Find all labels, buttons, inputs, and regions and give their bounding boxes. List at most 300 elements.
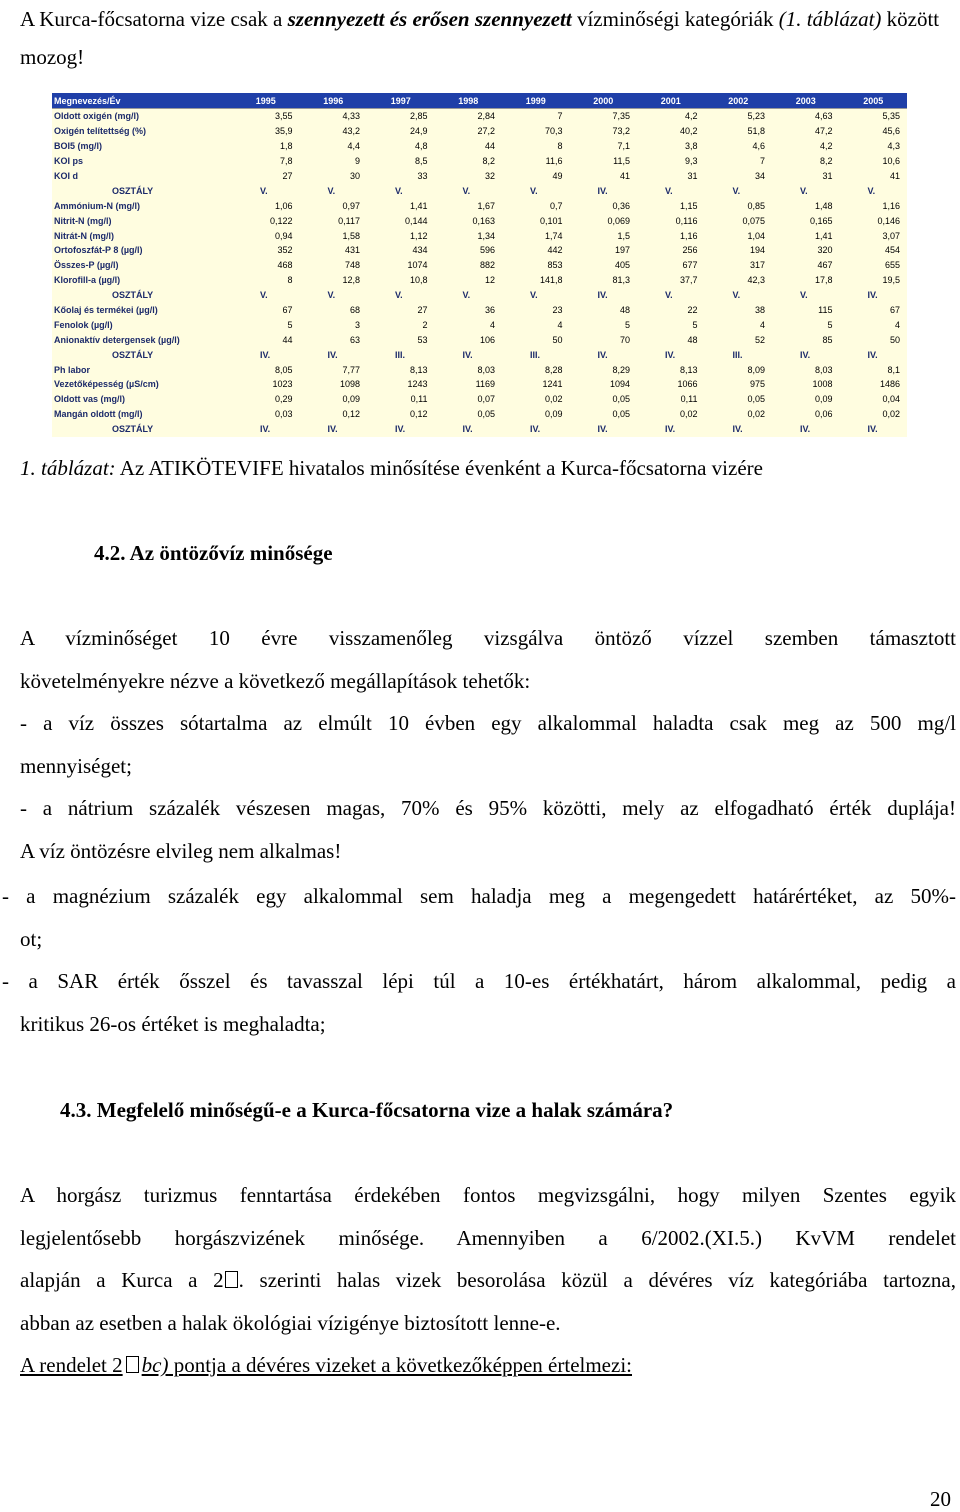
class-row bbox=[52, 183, 907, 198]
cell-value: 106 bbox=[479, 334, 495, 345]
paragraph-line: abban az esetben a halak ökológiai vízigénye biztosított lenne-e. bbox=[20, 1310, 561, 1335]
row-label: Mangán oldott (mg/l) bbox=[54, 409, 143, 420]
class-label: OSZTÁLY bbox=[112, 349, 154, 360]
cell-value: 1023 bbox=[272, 379, 293, 390]
cell-value: 0,122 bbox=[269, 215, 293, 226]
class-value: IV. bbox=[732, 424, 743, 435]
cell-value: 27 bbox=[282, 171, 293, 181]
cell-value: 7 bbox=[502, 109, 570, 124]
cell-value: 0,075 bbox=[742, 215, 765, 226]
cell-value: 194 bbox=[749, 245, 765, 256]
cell-value: 27 bbox=[417, 305, 428, 316]
table-row bbox=[52, 139, 907, 154]
cell-value: 52 bbox=[754, 334, 765, 345]
table-row bbox=[52, 154, 907, 169]
class-row bbox=[52, 422, 907, 437]
cell-value: 1169 bbox=[475, 379, 495, 390]
cell-value: 1074 bbox=[407, 260, 428, 271]
cell-value: 7,1 bbox=[617, 141, 630, 152]
class-value: IV. bbox=[395, 424, 406, 435]
class-value: V. bbox=[800, 185, 808, 196]
cell-value: 12 bbox=[484, 275, 495, 286]
cell-value: 352 bbox=[277, 245, 293, 256]
cell-value: 63 bbox=[349, 334, 360, 345]
class-value: V. bbox=[327, 290, 336, 301]
cell-value: 1241 bbox=[542, 379, 563, 390]
cell-value: 0,36 bbox=[612, 200, 630, 211]
row-label: Oxigén telítettség (%) bbox=[54, 126, 147, 137]
class-row bbox=[52, 347, 907, 362]
class-value: IV. bbox=[530, 424, 541, 435]
table-row bbox=[52, 362, 907, 377]
cell-value: 70 bbox=[619, 334, 630, 345]
cell-value: 0,02 bbox=[882, 409, 900, 420]
year-header: 1996 bbox=[300, 93, 368, 109]
cell-value: 4 bbox=[759, 319, 765, 330]
cell-value: 1098 bbox=[339, 379, 360, 390]
cell-value: 50 bbox=[552, 334, 563, 345]
cell-value: 17,8 bbox=[814, 275, 833, 286]
header-label: Megnevezés/Év bbox=[52, 93, 232, 109]
year-header: 1999 bbox=[502, 93, 570, 109]
cell-value: 0,05 bbox=[612, 394, 630, 405]
water-quality-table bbox=[52, 93, 907, 437]
cell-value: 1,15 bbox=[679, 200, 698, 211]
cell-value: 4,4 bbox=[347, 141, 360, 152]
cell-value: 405 bbox=[614, 260, 630, 271]
cell-value: 4,2 bbox=[819, 141, 833, 152]
cell-value: 19,5 bbox=[882, 275, 900, 286]
class-value: V. bbox=[530, 290, 538, 301]
paragraph-line: kritikus 26-os értéket is meghaladta; bbox=[20, 1011, 326, 1036]
cell-value: 11,6 bbox=[545, 156, 563, 167]
cell-value: 596 bbox=[479, 245, 495, 256]
class-label: OSZTÁLY bbox=[112, 424, 154, 435]
paragraph-line: mennyiséget; bbox=[20, 753, 132, 778]
cell-value: 53 bbox=[417, 334, 428, 345]
class-value: V. bbox=[395, 290, 403, 301]
cell-value: 0,07 bbox=[477, 394, 495, 405]
cell-value: 10,6 bbox=[882, 156, 900, 167]
cell-value: 4 bbox=[557, 319, 563, 330]
cell-value: 48 bbox=[687, 334, 698, 345]
cell-value: 1066 bbox=[677, 379, 698, 390]
cell-value: 85 bbox=[822, 334, 833, 345]
class-value: IV. bbox=[665, 424, 676, 435]
cell-value: 320 bbox=[817, 245, 833, 256]
cell-value: 5 bbox=[287, 319, 293, 330]
class-value: IV. bbox=[462, 349, 473, 360]
cell-value: 468 bbox=[277, 260, 293, 271]
year-header: 2003 bbox=[772, 93, 840, 109]
class-value: III. bbox=[732, 349, 743, 360]
cell-value: 8,2 bbox=[819, 156, 833, 167]
cell-value: 38 bbox=[754, 305, 765, 316]
table-row bbox=[52, 332, 907, 347]
table-row bbox=[52, 124, 907, 139]
cell-value: 4,3 bbox=[887, 141, 900, 152]
intro-paragraph bbox=[20, 0, 940, 76]
cell-value: 41 bbox=[619, 171, 630, 181]
class-value: IV. bbox=[597, 290, 608, 301]
cell-value: 9 bbox=[354, 156, 360, 167]
cell-value: 4,2 bbox=[637, 109, 705, 124]
table-row bbox=[52, 258, 907, 273]
cell-value: 1,41 bbox=[409, 200, 428, 211]
class-value: IV. bbox=[800, 424, 811, 435]
cell-value: 1,16 bbox=[679, 230, 698, 241]
cell-value: 0,94 bbox=[274, 230, 293, 241]
cell-value: 1,74 bbox=[544, 230, 563, 241]
cell-value: 1,34 bbox=[477, 230, 495, 241]
cell-value: 1,8 bbox=[279, 141, 293, 152]
table-caption bbox=[20, 452, 960, 484]
class-value: IV. bbox=[665, 349, 676, 360]
cell-value: 0,11 bbox=[680, 394, 698, 405]
class-value: IV. bbox=[867, 424, 878, 435]
table-row bbox=[52, 109, 907, 124]
cell-value: 9,3 bbox=[684, 156, 698, 167]
cell-value: 45,6 bbox=[882, 126, 900, 137]
cell-value: 0,09 bbox=[544, 409, 563, 420]
cell-value: 467 bbox=[817, 260, 833, 271]
cell-value: 8,29 bbox=[612, 364, 630, 375]
cell-value: 32 bbox=[484, 171, 495, 181]
class-value: IV. bbox=[260, 349, 271, 360]
row-label: Klorofill-a (µg/l) bbox=[54, 275, 121, 286]
cell-value: 47,2 bbox=[814, 126, 833, 137]
cell-value: 23 bbox=[552, 305, 563, 316]
year-header: 1998 bbox=[435, 93, 503, 109]
cell-value: 115 bbox=[818, 305, 833, 316]
cell-value: 0,06 bbox=[814, 409, 833, 420]
row-label: Oldott oxigén (mg/l) bbox=[52, 109, 232, 124]
cell-value: 4,8 bbox=[414, 141, 428, 152]
class-value: V. bbox=[260, 185, 268, 196]
table-row bbox=[52, 303, 907, 318]
cell-value: 8,28 bbox=[544, 364, 563, 375]
class-value: V. bbox=[462, 185, 471, 196]
cell-value: 8 bbox=[557, 141, 563, 152]
table-row bbox=[52, 392, 907, 407]
class-value: V. bbox=[462, 290, 471, 301]
cell-value: 0,05 bbox=[477, 409, 495, 420]
cell-value: 0,85 bbox=[747, 200, 765, 211]
underlined-reference: A rendelet 2 bc) pontja a dévéres vizeket a következőképpen értelmezi: bbox=[20, 1353, 632, 1377]
table-header-row bbox=[52, 93, 907, 109]
cell-value: 442 bbox=[547, 245, 563, 256]
cell-value: 70,3 bbox=[544, 126, 563, 137]
year-header: 2000 bbox=[570, 93, 638, 109]
paragraph-line: legjelentősebb horgászvizének minősége. Amennyiben a 6/2002.(XI.5.) KvVM rendelet bbox=[20, 1225, 956, 1250]
cell-value: 5 bbox=[624, 319, 630, 330]
cell-value: 22 bbox=[687, 305, 698, 316]
intro-text-a: A Kurca-főcsatorna vize csak a bbox=[20, 7, 288, 31]
class-value: V. bbox=[260, 290, 268, 301]
cell-value: 0,069 bbox=[607, 215, 630, 226]
class-value: V. bbox=[867, 185, 876, 196]
cell-value: 37,7 bbox=[679, 275, 698, 286]
cell-value: 8,2 bbox=[482, 156, 495, 167]
cell-value: 0,04 bbox=[882, 394, 900, 405]
cell-value: 44 bbox=[282, 334, 293, 345]
cell-value: 67 bbox=[889, 305, 900, 316]
cell-value: 748 bbox=[344, 260, 360, 271]
row-label: BOI5 (mg/l) bbox=[54, 141, 103, 152]
cell-value: 8,05 bbox=[274, 364, 293, 375]
table-row bbox=[52, 377, 907, 392]
cell-value: 2,84 bbox=[435, 109, 503, 124]
cell-value: 0,29 bbox=[274, 394, 293, 405]
cell-value: 256 bbox=[682, 245, 698, 256]
cell-value: 8,5 bbox=[414, 156, 428, 167]
cell-value: 40,2 bbox=[679, 126, 698, 137]
cell-value: 0,05 bbox=[612, 409, 630, 420]
cell-value: 0,11 bbox=[410, 394, 428, 405]
row-label: Összes-P (µg/l) bbox=[54, 260, 119, 271]
paragraph-line: - a nátrium százalék vészesen magas, 70% és 95% közötti, mely az elfogadható érték duplája! bbox=[20, 796, 956, 820]
year-header: 2005 bbox=[840, 93, 908, 109]
cell-value: 43,2 bbox=[342, 126, 360, 137]
cell-value: 73,2 bbox=[612, 126, 630, 137]
class-value: IV. bbox=[327, 349, 338, 360]
cell-value: 4,33 bbox=[300, 109, 368, 124]
class-value: V. bbox=[530, 185, 538, 196]
cell-value: 853 bbox=[547, 260, 563, 271]
table-row bbox=[52, 243, 907, 258]
class-value: V. bbox=[395, 185, 403, 196]
cell-value: 1,58 bbox=[342, 230, 360, 241]
cell-value: 2 bbox=[422, 319, 428, 330]
cell-value: 0,05 bbox=[747, 394, 765, 405]
cell-value: 0,117 bbox=[338, 215, 360, 226]
table-body bbox=[52, 109, 907, 437]
cell-value: 0,02 bbox=[747, 409, 765, 420]
table-row bbox=[52, 317, 907, 332]
row-label: KOI d bbox=[54, 171, 78, 181]
section-4-3-body bbox=[20, 1174, 956, 1387]
cell-value: 0,163 bbox=[472, 215, 495, 226]
cell-value: 1,67 bbox=[477, 200, 495, 211]
cell-value: 454 bbox=[884, 245, 900, 256]
class-value: V. bbox=[800, 290, 808, 301]
row-label: Ph labor bbox=[54, 364, 91, 375]
row-label: Nitrit-N (mg/l) bbox=[54, 215, 112, 226]
cell-value: 3 bbox=[354, 319, 360, 330]
cell-value: 27,2 bbox=[477, 126, 495, 137]
cell-value: 49 bbox=[552, 171, 563, 181]
cell-value: 30 bbox=[349, 171, 360, 181]
cell-value: 12,8 bbox=[342, 275, 360, 286]
cell-value: 1486 bbox=[879, 379, 900, 390]
row-label: Fenolok (µg/l) bbox=[54, 319, 113, 330]
cell-value: 3,8 bbox=[684, 141, 698, 152]
paragraph-line: alapján a Kurca a 2 . szerinti halas vizek besorolása közül a dévéres víz kategóriába tartozna, bbox=[20, 1268, 956, 1292]
cell-value: 8,13 bbox=[409, 364, 428, 375]
table-row bbox=[52, 407, 907, 422]
cell-value: 1008 bbox=[812, 379, 833, 390]
cell-value: 2,85 bbox=[367, 109, 435, 124]
class-value: IV. bbox=[867, 349, 878, 360]
row-label: Oldott vas (mg/l) bbox=[54, 394, 126, 405]
cell-value: 1,04 bbox=[747, 230, 765, 241]
cell-value: 48 bbox=[619, 305, 630, 316]
class-value: V. bbox=[732, 290, 741, 301]
class-value: IV. bbox=[597, 349, 608, 360]
row-label: Ammónium-N (mg/l) bbox=[54, 200, 140, 211]
cell-value: 0,02 bbox=[679, 409, 698, 420]
section-heading-4-2: 4.2. Az öntözővíz minősége bbox=[94, 541, 333, 565]
cell-value: 34 bbox=[754, 171, 765, 181]
year-header: 1997 bbox=[367, 93, 435, 109]
cell-value: 317 bbox=[749, 260, 765, 271]
class-row bbox=[52, 288, 907, 303]
class-value: V. bbox=[665, 290, 673, 301]
caption-number: 1. táblázat: bbox=[20, 456, 116, 480]
year-header: 2002 bbox=[705, 93, 773, 109]
cell-value: 0,144 bbox=[404, 215, 428, 226]
cell-value: 5 bbox=[827, 319, 833, 330]
cell-value: 677 bbox=[682, 260, 698, 271]
cell-value: 0,09 bbox=[814, 394, 833, 405]
cell-value: 0,101 bbox=[539, 215, 563, 226]
cell-value: 882 bbox=[479, 260, 495, 271]
row-label: Vezetőképesség (µS/cm) bbox=[54, 379, 159, 390]
paragraph-line: A horgász turizmus fenntartása érdekében fontos megvizsgálni, hogy milyen Szentes egyik bbox=[20, 1183, 956, 1207]
cell-value: 1,5 bbox=[617, 230, 630, 241]
cell-value: 36 bbox=[484, 305, 495, 316]
cell-value: 35,9 bbox=[274, 126, 293, 137]
cell-value: 4 bbox=[894, 319, 900, 330]
class-value: IV. bbox=[260, 424, 271, 435]
row-label: Kőolaj és termékei (µg/l) bbox=[54, 305, 158, 316]
paragraph-line: - a magnézium százalék egy alkalommal sem haladja meg a megengedett határértéket, az 50%- bbox=[2, 884, 956, 908]
cell-value: 3,55 bbox=[232, 109, 300, 124]
cell-value: 11,5 bbox=[613, 156, 630, 167]
table-row bbox=[52, 273, 907, 288]
cell-value: 1,41 bbox=[814, 230, 833, 241]
cell-value: 8,03 bbox=[814, 364, 833, 375]
cell-value: 8,09 bbox=[747, 364, 765, 375]
year-header: 2001 bbox=[637, 93, 705, 109]
row-label: Ortofoszfát-P 8 (µg/l) bbox=[54, 245, 143, 256]
cell-value: 31 bbox=[822, 171, 833, 181]
cell-value: 51,8 bbox=[747, 126, 765, 137]
cell-value: 141,8 bbox=[539, 275, 563, 286]
cell-value: 5,23 bbox=[705, 109, 773, 124]
cell-value: 434 bbox=[412, 245, 428, 256]
paragraph-line: A vízminőséget 10 évre visszamenőleg vizsgálva öntöző vízzel szemben támasztott bbox=[20, 626, 956, 650]
cell-value: 0,02 bbox=[544, 394, 563, 405]
paragraph-line: A víz öntözésre elvileg nem alkalmas! bbox=[20, 838, 342, 863]
cell-value: 8,13 bbox=[679, 364, 698, 375]
cell-value: 0,03 bbox=[274, 409, 293, 420]
cell-value: 10,8 bbox=[409, 275, 428, 286]
year-header: 1995 bbox=[232, 93, 300, 109]
cell-value: 0,146 bbox=[877, 215, 900, 226]
cell-value: 42,3 bbox=[747, 275, 765, 286]
cell-value: 4,63 bbox=[772, 109, 840, 124]
row-label: Nitrát-N (mg/l) bbox=[54, 230, 114, 241]
cell-value: 4,6 bbox=[752, 141, 765, 152]
cell-value: 1,12 bbox=[409, 230, 428, 241]
cell-value: 24,9 bbox=[409, 126, 428, 137]
cell-value: 431 bbox=[344, 245, 360, 256]
cell-value: 8 bbox=[287, 275, 293, 286]
cell-value: 1243 bbox=[407, 379, 428, 390]
cell-value: 7,35 bbox=[570, 109, 638, 124]
cell-value: 0,12 bbox=[342, 409, 360, 420]
cell-value: 3,07 bbox=[882, 230, 900, 241]
cell-value: 33 bbox=[417, 171, 428, 181]
intro-emphasis: szennyezett és erősen szennyezett bbox=[287, 7, 572, 31]
cell-value: 5 bbox=[692, 319, 698, 330]
table-row bbox=[52, 169, 907, 184]
row-label: KOI ps bbox=[54, 156, 84, 167]
cell-value: 0,97 bbox=[342, 200, 360, 211]
class-label: OSZTÁLY bbox=[112, 185, 154, 196]
intro-table-ref: (1. táblázat) bbox=[778, 7, 882, 31]
cell-value: 1,48 bbox=[814, 200, 833, 211]
cell-value: 67 bbox=[282, 305, 293, 316]
cell-value: 5,35 bbox=[840, 109, 908, 124]
cell-value: 8,03 bbox=[477, 364, 495, 375]
paragraph-line: követelményekre nézve a következő megállapítások tehetők: bbox=[20, 668, 531, 693]
cell-value: 7 bbox=[759, 156, 765, 167]
cell-value: 7,77 bbox=[342, 364, 360, 375]
cell-value: 44 bbox=[484, 141, 495, 152]
page-number: 20 bbox=[930, 1487, 951, 1511]
cell-value: 50 bbox=[889, 334, 900, 345]
cell-value: 655 bbox=[884, 260, 900, 271]
class-value: III. bbox=[395, 349, 406, 360]
class-value: IV. bbox=[867, 290, 878, 301]
class-value: IV. bbox=[597, 424, 608, 435]
class-value: V. bbox=[665, 185, 673, 196]
cell-value: 0,09 bbox=[342, 394, 360, 405]
cell-value: 1,16 bbox=[882, 200, 900, 211]
caption-text: Az ATIKÖTEVIFE hivatalos minősítése évenként a Kurca-főcsatorna vizére bbox=[115, 456, 763, 480]
class-label: OSZTÁLY bbox=[112, 290, 154, 301]
cell-value: 1,06 bbox=[274, 200, 293, 211]
bullet-sar bbox=[2, 960, 956, 1045]
class-value: IV. bbox=[462, 424, 473, 435]
cell-value: 0,12 bbox=[409, 409, 428, 420]
table-row bbox=[52, 228, 907, 243]
class-value: IV. bbox=[800, 349, 811, 360]
intro-text-e: között mozog! bbox=[20, 7, 940, 69]
cell-value: 4 bbox=[489, 319, 495, 330]
cell-value: 41 bbox=[889, 171, 900, 181]
class-value: V. bbox=[327, 185, 336, 196]
water-quality-table-wrapper bbox=[52, 93, 907, 437]
class-value: IV. bbox=[597, 185, 608, 196]
cell-value: 7,8 bbox=[279, 156, 293, 167]
class-value: IV. bbox=[327, 424, 338, 435]
section-heading-4-3: 4.3. Megfelelő minőségű-e a Kurca-főcsatorna vize a halak számára? bbox=[60, 1098, 674, 1122]
table-row bbox=[52, 213, 907, 228]
cell-value: 1094 bbox=[609, 379, 630, 390]
cell-value: 0,165 bbox=[809, 215, 833, 226]
cell-value: 975 bbox=[749, 379, 765, 390]
paragraph-line: - a víz összes sótartalma az elmúlt 10 évben egy alkalommal haladta csak meg az 500 mg/l bbox=[20, 711, 956, 735]
intro-text-c: vízminőségi kategóriák bbox=[571, 7, 779, 31]
bullet-magnesium bbox=[2, 875, 956, 960]
class-value: III. bbox=[530, 349, 541, 360]
paragraph-line: - a SAR érték ősszel és tavasszal lépi túl a 10-es értékhatárt, három alkalommal, pedig a bbox=[2, 969, 956, 993]
class-value: V. bbox=[732, 185, 741, 196]
row-label: Anionaktív detergensek (µg/l) bbox=[54, 334, 180, 345]
